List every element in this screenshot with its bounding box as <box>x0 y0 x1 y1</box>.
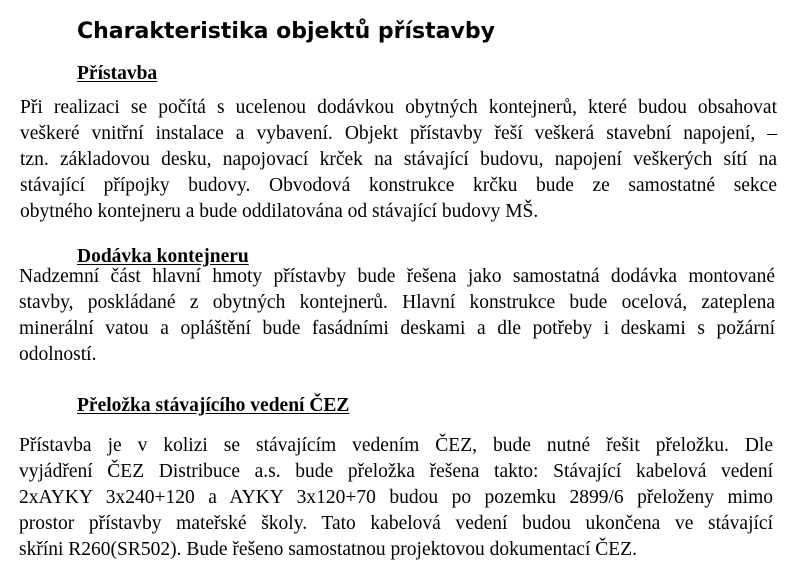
paragraph-dodavka-kontejneru <box>19 264 775 368</box>
paragraph-line: odolností. <box>19 344 97 365</box>
paragraph-line: prostor přístavby mateřské školy. Tato kabelová vedení budou ukončena ve stávající <box>19 513 773 534</box>
paragraph-line: minerální vatou a opláštění bude fasádními deskami a dle potřeby i deskami s požární <box>19 318 775 339</box>
paragraph-line: vyjádření ČEZ Distribuce a.s. bude přeložka řešena takto: Stávající kabelová vedení <box>19 461 773 482</box>
paragraph-line: 2xAYKY 3x240+120 a AYKY 3x120+70 budou po pozemku 2899/6 přeloženy mimo <box>19 487 773 508</box>
paragraph-line: veškeré vnitřní instalace a vybavení. Objekt přístavby řeší veškerá stavební napojení, – <box>20 123 777 144</box>
paragraph-line: tzn. základovou desku, napojovací krček na stávající budovu, napojení veškerých sítí na <box>20 149 777 170</box>
document-title: Charakteristika objektů přístavby <box>77 19 495 44</box>
paragraph-line: skříni R260(SR502). Bude řešeno samostatnou projektovou dokumentací ČEZ. <box>19 539 637 560</box>
paragraph-line: Při realizaci se počítá s ucelenou dodávkou obytných kontejnerů, které budou obsahovat <box>20 97 777 118</box>
section-heading-pristavba: Přístavba <box>77 63 158 84</box>
paragraph-pristavba <box>20 95 777 225</box>
paragraph-line: Nadzemní část hlavní hmoty přístavby bude řešena jako samostatná dodávka montované <box>19 266 775 287</box>
section-heading-prelozka-cez: Přeložka stávajícího vedení ČEZ <box>77 395 350 416</box>
paragraph-line: Přístavba je v kolizi se stávajícím vedením ČEZ, bude nutné řešit přeložku. Dle <box>19 435 773 456</box>
paragraph-line: obytného kontejneru a bude oddilatována od stávající budovy MŠ. <box>20 201 539 222</box>
paragraph-line: stavby, poskládané z obytných kontejnerů. Hlavní konstrukce bude ocelová, zateplena <box>19 292 775 313</box>
paragraph-prelozka-cez <box>19 433 773 563</box>
section-heading-dodavka-kontejneru: Dodávka kontejneru <box>77 246 249 267</box>
paragraph-line: stávající přípojky budovy. Obvodová konstrukce krčku bude ze samostatné sekce <box>20 175 777 196</box>
